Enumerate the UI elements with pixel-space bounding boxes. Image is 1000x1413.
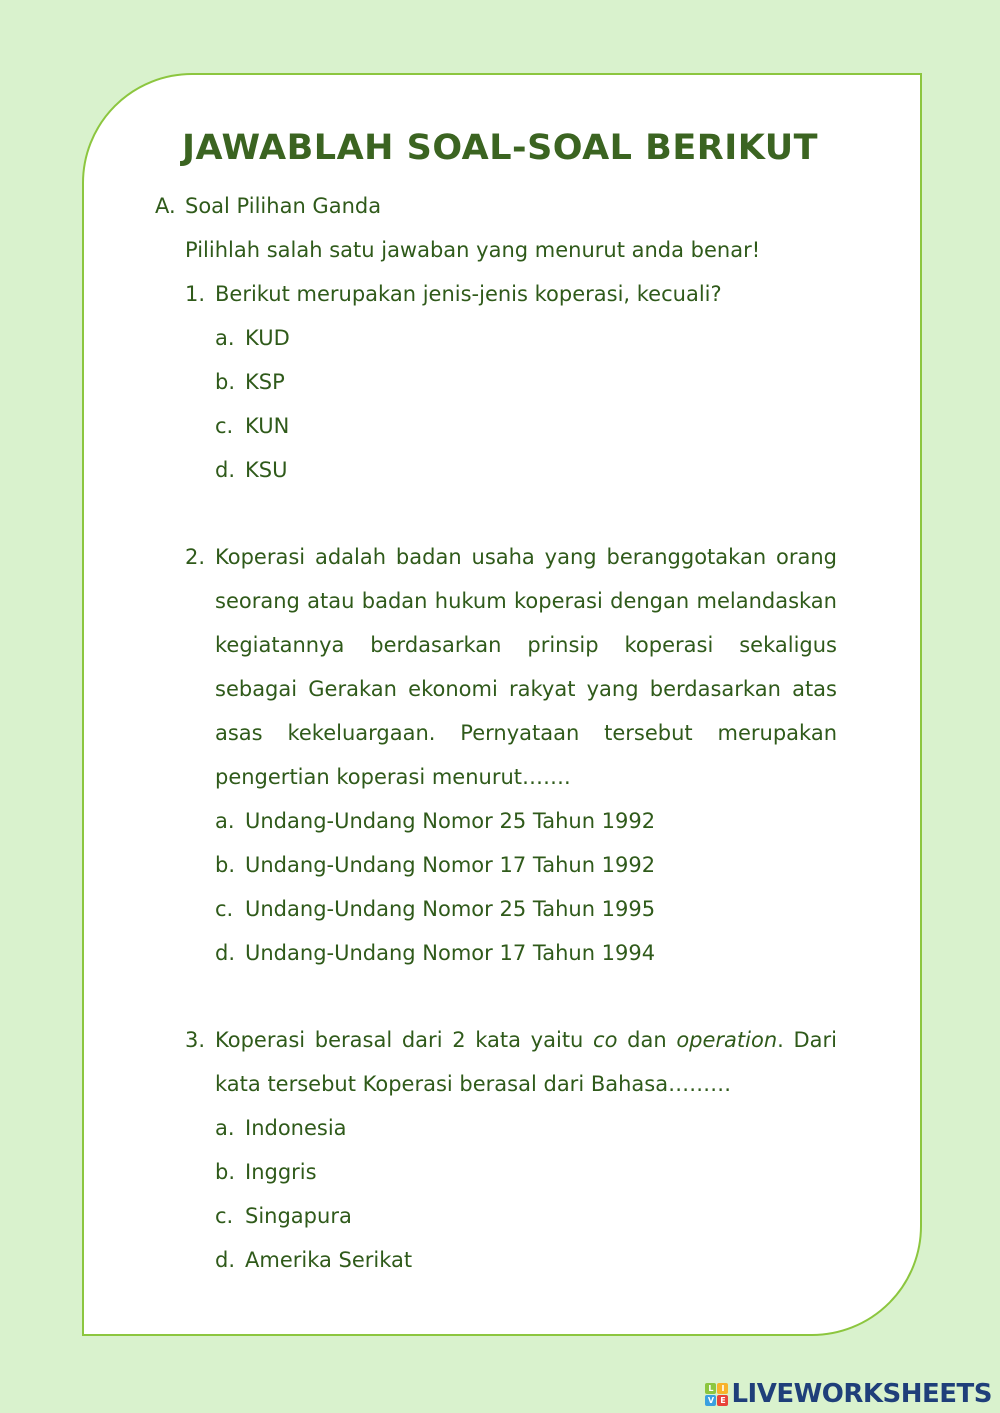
option[interactable]: [155, 316, 837, 360]
question-number: 2.: [185, 545, 206, 569]
text-part: . Dari kata tersebut Koperasi berasal dari Bahasa………: [215, 1028, 838, 1096]
option[interactable]: [155, 799, 837, 843]
option-text[interactable]: KUD: [245, 326, 290, 350]
logo-tile: V: [705, 1395, 716, 1406]
question-number: 1.: [185, 282, 206, 306]
option-text[interactable]: Undang-Undang Nomor 25 Tahun 1995: [245, 897, 656, 921]
question-text: Berikut merupakan jenis-jenis koperasi, kecuali?: [215, 282, 722, 306]
option-label: a.: [215, 809, 235, 833]
option-text[interactable]: KUN: [245, 414, 290, 438]
option[interactable]: [155, 1106, 837, 1150]
text-part: dan: [617, 1028, 677, 1052]
worksheet-content: [155, 184, 837, 1282]
option-text[interactable]: Undang-Undang Nomor 17 Tahun 1992: [245, 853, 656, 877]
logo-tile: I: [717, 1383, 728, 1394]
question-2: [155, 535, 837, 799]
option-label: d.: [215, 941, 236, 965]
option[interactable]: [155, 448, 837, 492]
option-label: c.: [215, 414, 234, 438]
option-text[interactable]: KSU: [245, 458, 288, 482]
option-text[interactable]: KSP: [245, 370, 285, 394]
option-label: c.: [215, 1204, 234, 1228]
option-label: d.: [215, 458, 236, 482]
instruction-text: Pilihlah salah satu jawaban yang menurut anda benar!: [185, 238, 761, 262]
question-text: Koperasi adalah badan usaha yang beranggotakan orang seorang atau badan hukum koperasi dengan melandaskan kegiatannya berdasarkan prinsip koperasi sekaligus sebagai Gerakan ekonomi rakyat yang berdasarkan atas asas kekeluargaan. Pernyataan tersebut merupakan pengertian koperasi menurut…….: [215, 545, 837, 789]
logo-text: LIVEWORKSHEETS: [731, 1379, 992, 1409]
option[interactable]: [155, 843, 837, 887]
option-text[interactable]: Undang-Undang Nomor 17 Tahun 1994: [245, 941, 656, 965]
option-label: b.: [215, 853, 236, 877]
option-label: b.: [215, 1160, 236, 1184]
liveworksheets-logo: [705, 1379, 992, 1409]
text-part: Koperasi berasal dari 2 kata yaitu: [215, 1028, 594, 1052]
question-3: [155, 1018, 837, 1106]
section-title: Soal Pilihan Ganda: [185, 194, 382, 218]
option-label: b.: [215, 370, 236, 394]
option-text[interactable]: Amerika Serikat: [245, 1248, 413, 1272]
option[interactable]: [155, 1238, 837, 1282]
option[interactable]: [155, 1194, 837, 1238]
option-label: a.: [215, 326, 235, 350]
option[interactable]: [155, 931, 837, 975]
section-heading: [155, 184, 837, 228]
option-text[interactable]: Indonesia: [245, 1116, 347, 1140]
option-text[interactable]: Singapura: [245, 1204, 352, 1228]
option-text[interactable]: Undang-Undang Nomor 25 Tahun 1992: [245, 809, 656, 833]
logo-tile: E: [717, 1395, 728, 1406]
option[interactable]: [155, 404, 837, 448]
question-text: [215, 1018, 837, 1106]
page-title: JAWABLAH SOAL-SOAL BERIKUT: [181, 128, 819, 168]
logo-icon: [705, 1383, 728, 1406]
logo-tile: L: [705, 1383, 716, 1394]
option-label: a.: [215, 1116, 235, 1140]
option-label: c.: [215, 897, 234, 921]
italic-term: operation: [676, 1028, 778, 1052]
question-number: 3.: [185, 1028, 206, 1052]
italic-term: co: [593, 1028, 618, 1052]
option[interactable]: [155, 1150, 837, 1194]
option[interactable]: [155, 360, 837, 404]
option-label: d.: [215, 1248, 236, 1272]
section-label: A.: [155, 194, 176, 218]
question-1: [155, 272, 837, 316]
option[interactable]: [155, 887, 837, 931]
instruction: [155, 228, 837, 272]
option-text[interactable]: Inggris: [245, 1160, 317, 1184]
